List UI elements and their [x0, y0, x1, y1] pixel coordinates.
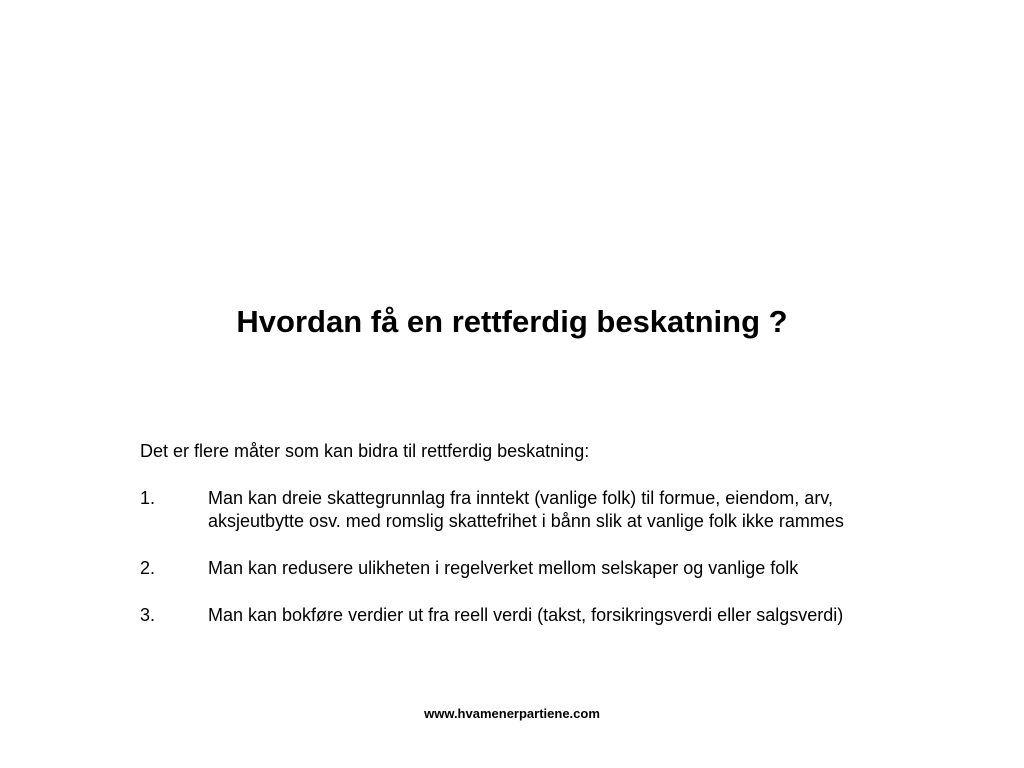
intro-text: Det er flere måter som kan bidra til rettferdig beskatning: [140, 441, 590, 461]
list-item [140, 604, 940, 627]
list-item-line: Man kan redusere ulikheten i regelverket mellom selskaper og vanlige folk [208, 558, 799, 578]
list-item-line: Man kan bokføre verdier ut fra reell verdi (takst, forsikringsverdi eller salgsverdi) [208, 605, 844, 625]
numbered-list [140, 487, 940, 627]
list-item-text [208, 604, 940, 627]
list-item [140, 557, 940, 580]
footer-url: www.hvamenerpartiene.com [424, 706, 600, 721]
list-item-number: 1. [140, 488, 156, 508]
slide-content [140, 440, 940, 651]
list-item-line: aksjeutbytte osv. med romslig skattefrihet i bånn slik at vanlige folk ikke rammes [208, 511, 844, 531]
list-item-text [208, 487, 940, 533]
list-item-number: 3. [140, 605, 156, 625]
list-item [140, 487, 940, 533]
list-item-number: 2. [140, 558, 156, 578]
slide-title: Hvordan få en rettferdig beskatning ? [236, 304, 788, 339]
list-item-line: Man kan dreie skattegrunnlag fra inntekt (vanlige folk) til formue, eiendom, arv, [208, 488, 833, 508]
list-item-text [208, 557, 940, 580]
